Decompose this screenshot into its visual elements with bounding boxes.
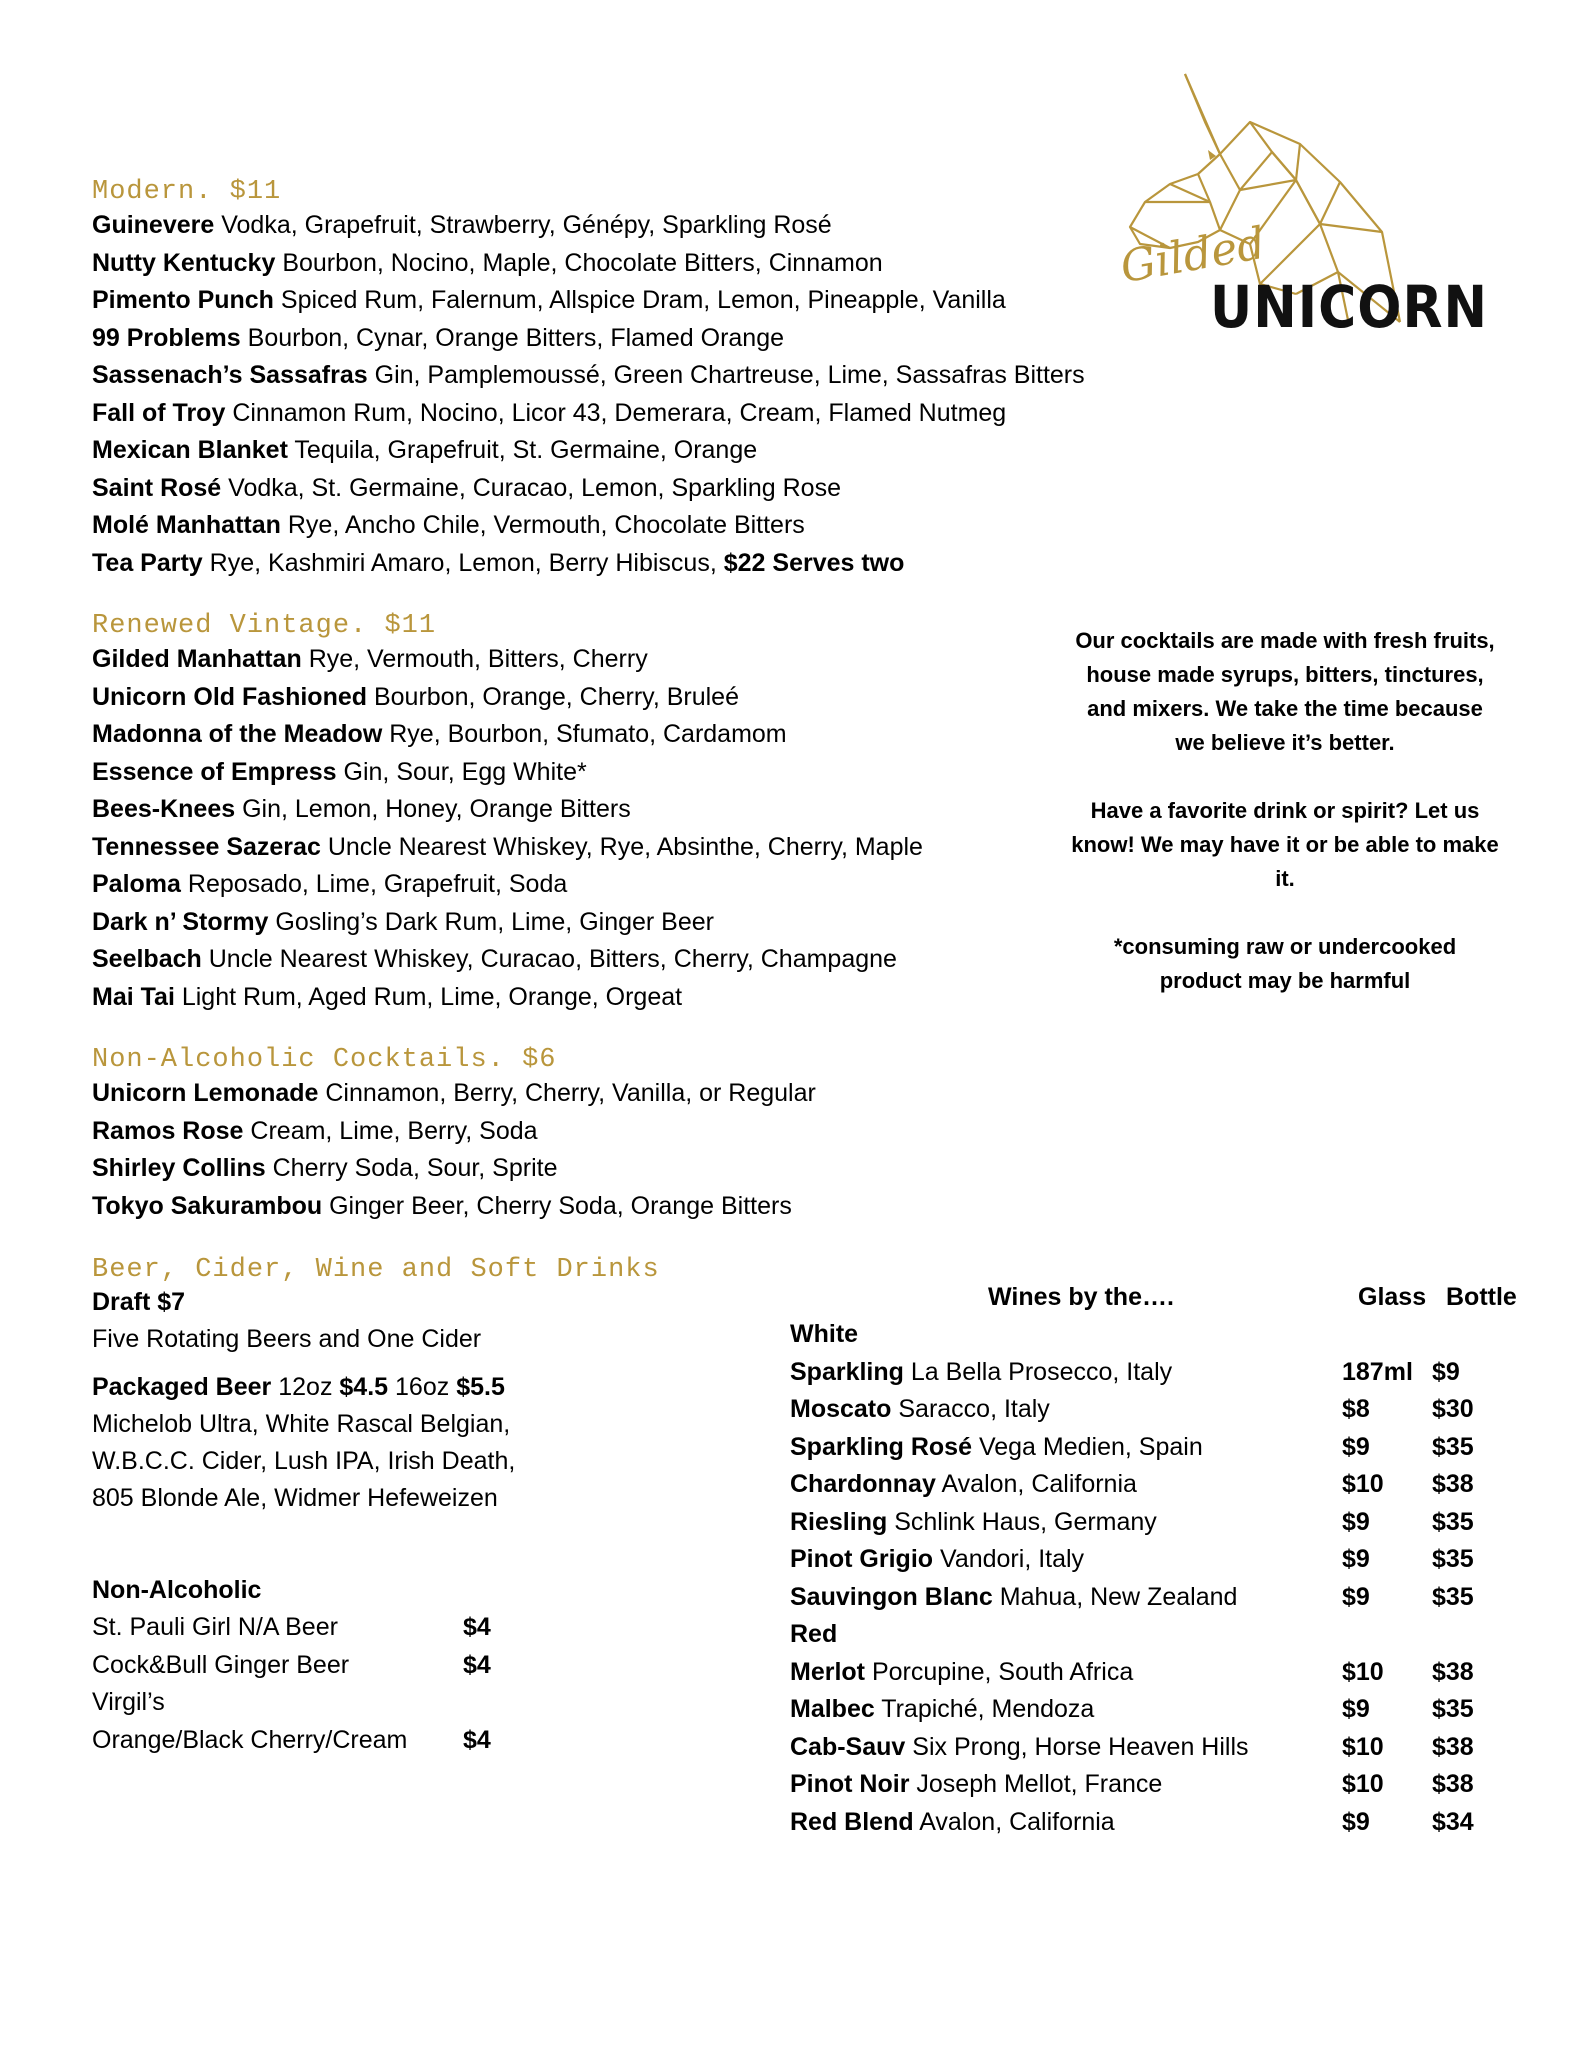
drink-name: Madonna of the Meadow <box>92 720 383 748</box>
wine-row <box>790 1770 1530 1807</box>
drink-name: Saint Rosé <box>92 473 222 502</box>
wine-name <box>790 1583 1237 1612</box>
drink-ingredients: Rye, Vermouth, Bitters, Cherry <box>308 645 648 673</box>
menu-item <box>92 866 923 904</box>
soft-drink-price: $4 <box>463 1613 491 1641</box>
wine-bottle-price: $34 <box>1432 1807 1474 1836</box>
wine-bottle-price: $9 <box>1432 1357 1460 1386</box>
drink-ingredients: Cherry Soda, Sour, Sprite <box>272 1154 558 1182</box>
wine-name <box>790 1508 1157 1537</box>
wine-name <box>790 1395 1050 1424</box>
menu-item <box>92 357 1085 395</box>
wine-varietal: Riesling <box>790 1507 888 1536</box>
wine-category-white: White <box>790 1320 859 1348</box>
drink-ingredients: Rye, Ancho Chile, Vermouth, Chocolate Bitters <box>287 511 805 539</box>
wine-producer: Vandori, Italy <box>940 1545 1085 1573</box>
menu-item <box>92 754 923 792</box>
menu-item <box>92 979 923 1017</box>
wine-glass-price: $10 <box>1342 1732 1384 1761</box>
gilded-unicorn-logo <box>1100 62 1489 352</box>
drink-name: Sassenach’s Sassafras <box>92 361 368 389</box>
drink-name: Paloma <box>92 870 181 898</box>
wine-name <box>790 1433 1203 1462</box>
wine-row <box>790 1395 1530 1432</box>
packaged-12oz: 12oz <box>278 1373 333 1401</box>
non-alcoholic-cocktail-list <box>92 1075 816 1225</box>
wine-producer: Trapiché, Mendoza <box>881 1695 1095 1723</box>
drink-ingredients: Spiced Rum, Falernum, Allspice Dram, Lemon, Pineapple, Vanilla <box>280 286 1006 314</box>
wine-bottle-price: $35 <box>1432 1582 1474 1611</box>
packaged-beer-list-line: 805 Blonde Ale, Widmer Hefeweizen <box>92 1484 498 1512</box>
soft-drink-price: $4 <box>463 1650 491 1679</box>
drink-ingredients: Reposado, Lime, Grapefruit, Soda <box>187 870 568 898</box>
wine-glass-price: 187ml <box>1342 1357 1413 1386</box>
menu-item <box>92 1150 816 1188</box>
menu-item <box>92 320 1085 358</box>
drink-ingredients: Gin, Lemon, Honey, Orange Bitters <box>242 795 631 823</box>
draft-label: Draft $7 <box>92 1288 186 1316</box>
wine-name <box>790 1808 1115 1837</box>
menu-item <box>92 395 1085 433</box>
wine-varietal: Moscato <box>790 1395 892 1423</box>
wine-bottle-price: $35 <box>1432 1507 1474 1536</box>
wine-varietal: Pinot Noir <box>790 1770 910 1798</box>
wine-glass-price: $9 <box>1342 1545 1370 1573</box>
wine-varietal: Merlot <box>790 1657 865 1686</box>
drink-name: Tennessee Sazerac <box>92 832 321 861</box>
section-title-beer-cider-wine: Beer, Cider, Wine and Soft Drinks <box>92 1255 660 1285</box>
section-title-non-alcoholic-cocktails: Non-Alcoholic Cocktails. $6 <box>92 1045 557 1075</box>
drink-name: Essence of Empress <box>92 757 337 786</box>
wine-bottle-price: $38 <box>1432 1657 1474 1686</box>
wine-varietal: Sparkling <box>790 1357 904 1386</box>
wine-row <box>790 1695 1530 1732</box>
menu-item <box>92 1113 816 1151</box>
wine-bottle-price: $38 <box>1432 1770 1474 1798</box>
menu-item <box>92 829 923 867</box>
drink-name: Guinevere <box>92 211 215 239</box>
side-notes <box>1070 624 1500 1032</box>
menu-item <box>92 641 923 679</box>
wine-varietal: Red Blend <box>790 1807 914 1836</box>
wine-name <box>790 1470 1137 1499</box>
wine-bottle-price: $35 <box>1432 1545 1474 1573</box>
drink-ingredients: Bourbon, Orange, Cherry, Bruleé <box>373 682 739 711</box>
drink-name: Nutty Kentucky <box>92 248 276 277</box>
packaged-beer-list-line: W.B.C.C. Cider, Lush IPA, Irish Death, <box>92 1447 516 1475</box>
menu-item <box>92 470 1085 508</box>
bottle-header: Bottle <box>1446 1283 1517 1311</box>
drink-name: Ramos Rose <box>92 1116 244 1145</box>
drink-ingredients: Uncle Nearest Whiskey, Curacao, Bitters, Cherry, Champagne <box>208 945 897 973</box>
drink-name: 99 Problems <box>92 323 241 352</box>
wine-name <box>790 1358 1172 1387</box>
drink-ingredients: Uncle Nearest Whiskey, Rye, Absinthe, Cherry, Maple <box>327 832 923 861</box>
drink-ingredients: Cream, Lime, Berry, Soda <box>250 1116 538 1145</box>
wine-producer: Mahua, New Zealand <box>999 1582 1238 1611</box>
menu-item <box>92 679 923 717</box>
soft-drink-name: St. Pauli Girl N/A Beer <box>92 1613 338 1641</box>
drink-ingredients: Bourbon, Nocino, Maple, Chocolate Bitters, Cinnamon <box>282 248 883 277</box>
drink-name: Seelbach <box>92 945 202 973</box>
drink-ingredients: Ginger Beer, Cherry Soda, Orange Bitters <box>329 1191 792 1220</box>
wine-varietal: Cab-Sauv <box>790 1732 906 1761</box>
drink-ingredients: Vodka, Grapefruit, Strawberry, Génépy, Sparkling Rosé <box>221 211 832 239</box>
wine-row <box>790 1545 1530 1582</box>
drink-name: Tea Party <box>92 548 203 577</box>
wine-producer: Porcupine, South Africa <box>871 1657 1134 1686</box>
wine-producer: Avalon, California <box>919 1807 1115 1836</box>
drink-name: Shirley Collins <box>92 1154 266 1182</box>
wine-glass-price: $9 <box>1342 1582 1370 1611</box>
drink-ingredients: Gin, Sour, Egg White* <box>343 757 587 786</box>
wine-row <box>790 1508 1530 1545</box>
wine-bottle-price: $35 <box>1432 1695 1474 1723</box>
packaged-16oz: 16oz <box>395 1373 450 1401</box>
drink-name: Tokyo Sakurambou <box>92 1191 323 1220</box>
menu-item <box>92 282 1085 320</box>
section-title-modern: Modern. $11 <box>92 177 282 207</box>
menu-item <box>92 1075 816 1113</box>
menu-item <box>92 545 1085 583</box>
wine-row <box>790 1658 1530 1695</box>
drink-name: Dark n’ Stormy <box>92 907 269 936</box>
logo-word-unicorn: UNICORN <box>1210 274 1489 342</box>
wine-glass-price: $9 <box>1342 1807 1370 1836</box>
drink-ingredients: Gin, Pamplemoussé, Green Chartreuse, Lime, Sassafras Bitters <box>374 361 1085 389</box>
drink-name: Bees-Knees <box>92 795 236 823</box>
menu-item <box>92 1188 816 1226</box>
soft-drink-name: Orange/Black Cherry/Cream <box>92 1725 408 1754</box>
soft-drink-price: $4 <box>463 1725 491 1754</box>
menu-item <box>92 507 1085 545</box>
menu-item <box>92 207 1085 245</box>
drink-ingredients: Tequila, Grapefruit, St. Germaine, Orange <box>294 436 758 464</box>
packaged-12oz-price: $4.5 <box>339 1373 389 1401</box>
menu-item <box>92 716 923 754</box>
non-alcoholic-label: Non-Alcoholic <box>92 1576 262 1604</box>
drink-name: Gilded Manhattan <box>92 645 302 673</box>
wine-varietal: Malbec <box>790 1695 875 1723</box>
drink-ingredients: Light Rum, Aged Rum, Lime, Orange, Orgeat <box>181 982 683 1011</box>
drink-ingredients: Cinnamon, Berry, Cherry, Vanilla, or Regular <box>325 1079 816 1107</box>
drink-name: Pimento Punch <box>92 286 274 314</box>
note-fresh-ingredients: Our cocktails are made with fresh fruits, house made syrups, bitters, tinctures, and mixers. We take the time because we believe it’s better. <box>1075 628 1495 755</box>
drink-name: Unicorn Lemonade <box>92 1079 319 1107</box>
drink-name: Molé Manhattan <box>92 511 281 539</box>
wine-varietal: Sparkling Rosé <box>790 1432 972 1461</box>
drink-ingredients: Rye, Kashmiri Amaro, Lemon, Berry Hibiscus, <box>209 548 717 577</box>
wine-row <box>790 1433 1530 1470</box>
wine-producer: La Bella Prosecco, Italy <box>910 1357 1173 1386</box>
wine-name <box>790 1733 1249 1762</box>
drink-ingredients: Vodka, St. Germaine, Curacao, Lemon, Sparkling Rose <box>228 473 841 502</box>
drink-ingredients: Cinnamon Rum, Nocino, Licor 43, Demerara, Cream, Flamed Nutmeg <box>232 398 1007 427</box>
wine-name <box>790 1770 1162 1799</box>
wine-producer: Vega Medien, Spain <box>978 1432 1203 1461</box>
logo-word-gilded: Gilded <box>1116 217 1269 294</box>
wine-name <box>790 1658 1133 1687</box>
wine-producer: Avalon, California <box>941 1470 1137 1498</box>
wine-varietal: Sauvingon Blanc <box>790 1582 993 1611</box>
wine-glass-price: $9 <box>1342 1432 1370 1461</box>
drink-name: Fall of Troy <box>92 398 226 427</box>
wine-glass-price: $10 <box>1342 1770 1384 1798</box>
wine-producer: Saracco, Italy <box>898 1395 1050 1423</box>
note-raw-warning: *consuming raw or undercooked product may be harmful <box>1113 934 1457 993</box>
wine-category-red: Red <box>790 1620 838 1648</box>
wine-glass-price: $9 <box>1342 1695 1370 1723</box>
menu-item <box>92 791 923 829</box>
wine-row <box>790 1583 1530 1620</box>
menu-item <box>92 904 923 942</box>
modern-cocktail-list <box>92 207 1085 582</box>
wine-row <box>790 1733 1530 1770</box>
drink-ingredients: Rye, Bourbon, Sfumato, Cardamom <box>389 720 787 748</box>
wine-bottle-price: $38 <box>1432 1732 1474 1761</box>
vintage-cocktail-list <box>92 641 923 1016</box>
wine-bottle-price: $38 <box>1432 1470 1474 1498</box>
wine-row <box>790 1358 1530 1395</box>
drink-name: Unicorn Old Fashioned <box>92 682 368 711</box>
wines-header: Wines by the…. <box>988 1283 1174 1311</box>
wine-producer: Schlink Haus, Germany <box>894 1507 1157 1536</box>
menu-item <box>92 941 923 979</box>
drink-ingredients: Bourbon, Cynar, Orange Bitters, Flamed Orange <box>247 323 785 352</box>
wine-glass-price: $9 <box>1342 1507 1370 1536</box>
wine-glass-price: $10 <box>1342 1657 1384 1686</box>
menu-item <box>92 245 1085 283</box>
wine-producer: Joseph Mellot, France <box>916 1770 1163 1798</box>
wine-bottle-price: $30 <box>1432 1395 1474 1423</box>
note-favorite-drink: Have a favorite drink or spirit? Let us know! We may have it or be able to make it. <box>1071 798 1499 891</box>
wine-glass-price: $10 <box>1342 1470 1384 1498</box>
wine-producer: Six Prong, Horse Heaven Hills <box>912 1732 1249 1761</box>
menu-item <box>92 432 1085 470</box>
soft-drink-name: Virgil’s <box>92 1688 165 1716</box>
wine-varietal: Chardonnay <box>790 1470 936 1498</box>
section-title-renewed-vintage: Renewed Vintage. $11 <box>92 611 437 641</box>
wine-bottle-price: $35 <box>1432 1432 1474 1461</box>
packaged-beer-label: Packaged Beer <box>92 1373 272 1401</box>
glass-header: Glass <box>1358 1283 1427 1311</box>
packaged-beer-list-line: Michelob Ultra, White Rascal Belgian, <box>92 1410 511 1438</box>
drink-price-note: $22 Serves two <box>723 548 905 577</box>
wine-name <box>790 1695 1094 1724</box>
draft-description: Five Rotating Beers and One Cider <box>92 1325 482 1353</box>
packaged-beer-line <box>92 1373 505 1402</box>
wine-name <box>790 1545 1084 1574</box>
wine-glass-price: $8 <box>1342 1395 1370 1423</box>
packaged-16oz-price: $5.5 <box>456 1373 505 1401</box>
wine-row <box>790 1470 1530 1507</box>
wine-row <box>790 1808 1530 1845</box>
soft-drink-name: Cock&Bull Ginger Beer <box>92 1650 350 1679</box>
wine-varietal: Pinot Grigio <box>790 1545 934 1573</box>
drink-name: Mai Tai <box>92 982 175 1011</box>
drink-ingredients: Gosling’s Dark Rum, Lime, Ginger Beer <box>275 907 714 936</box>
drink-name: Mexican Blanket <box>92 436 288 464</box>
